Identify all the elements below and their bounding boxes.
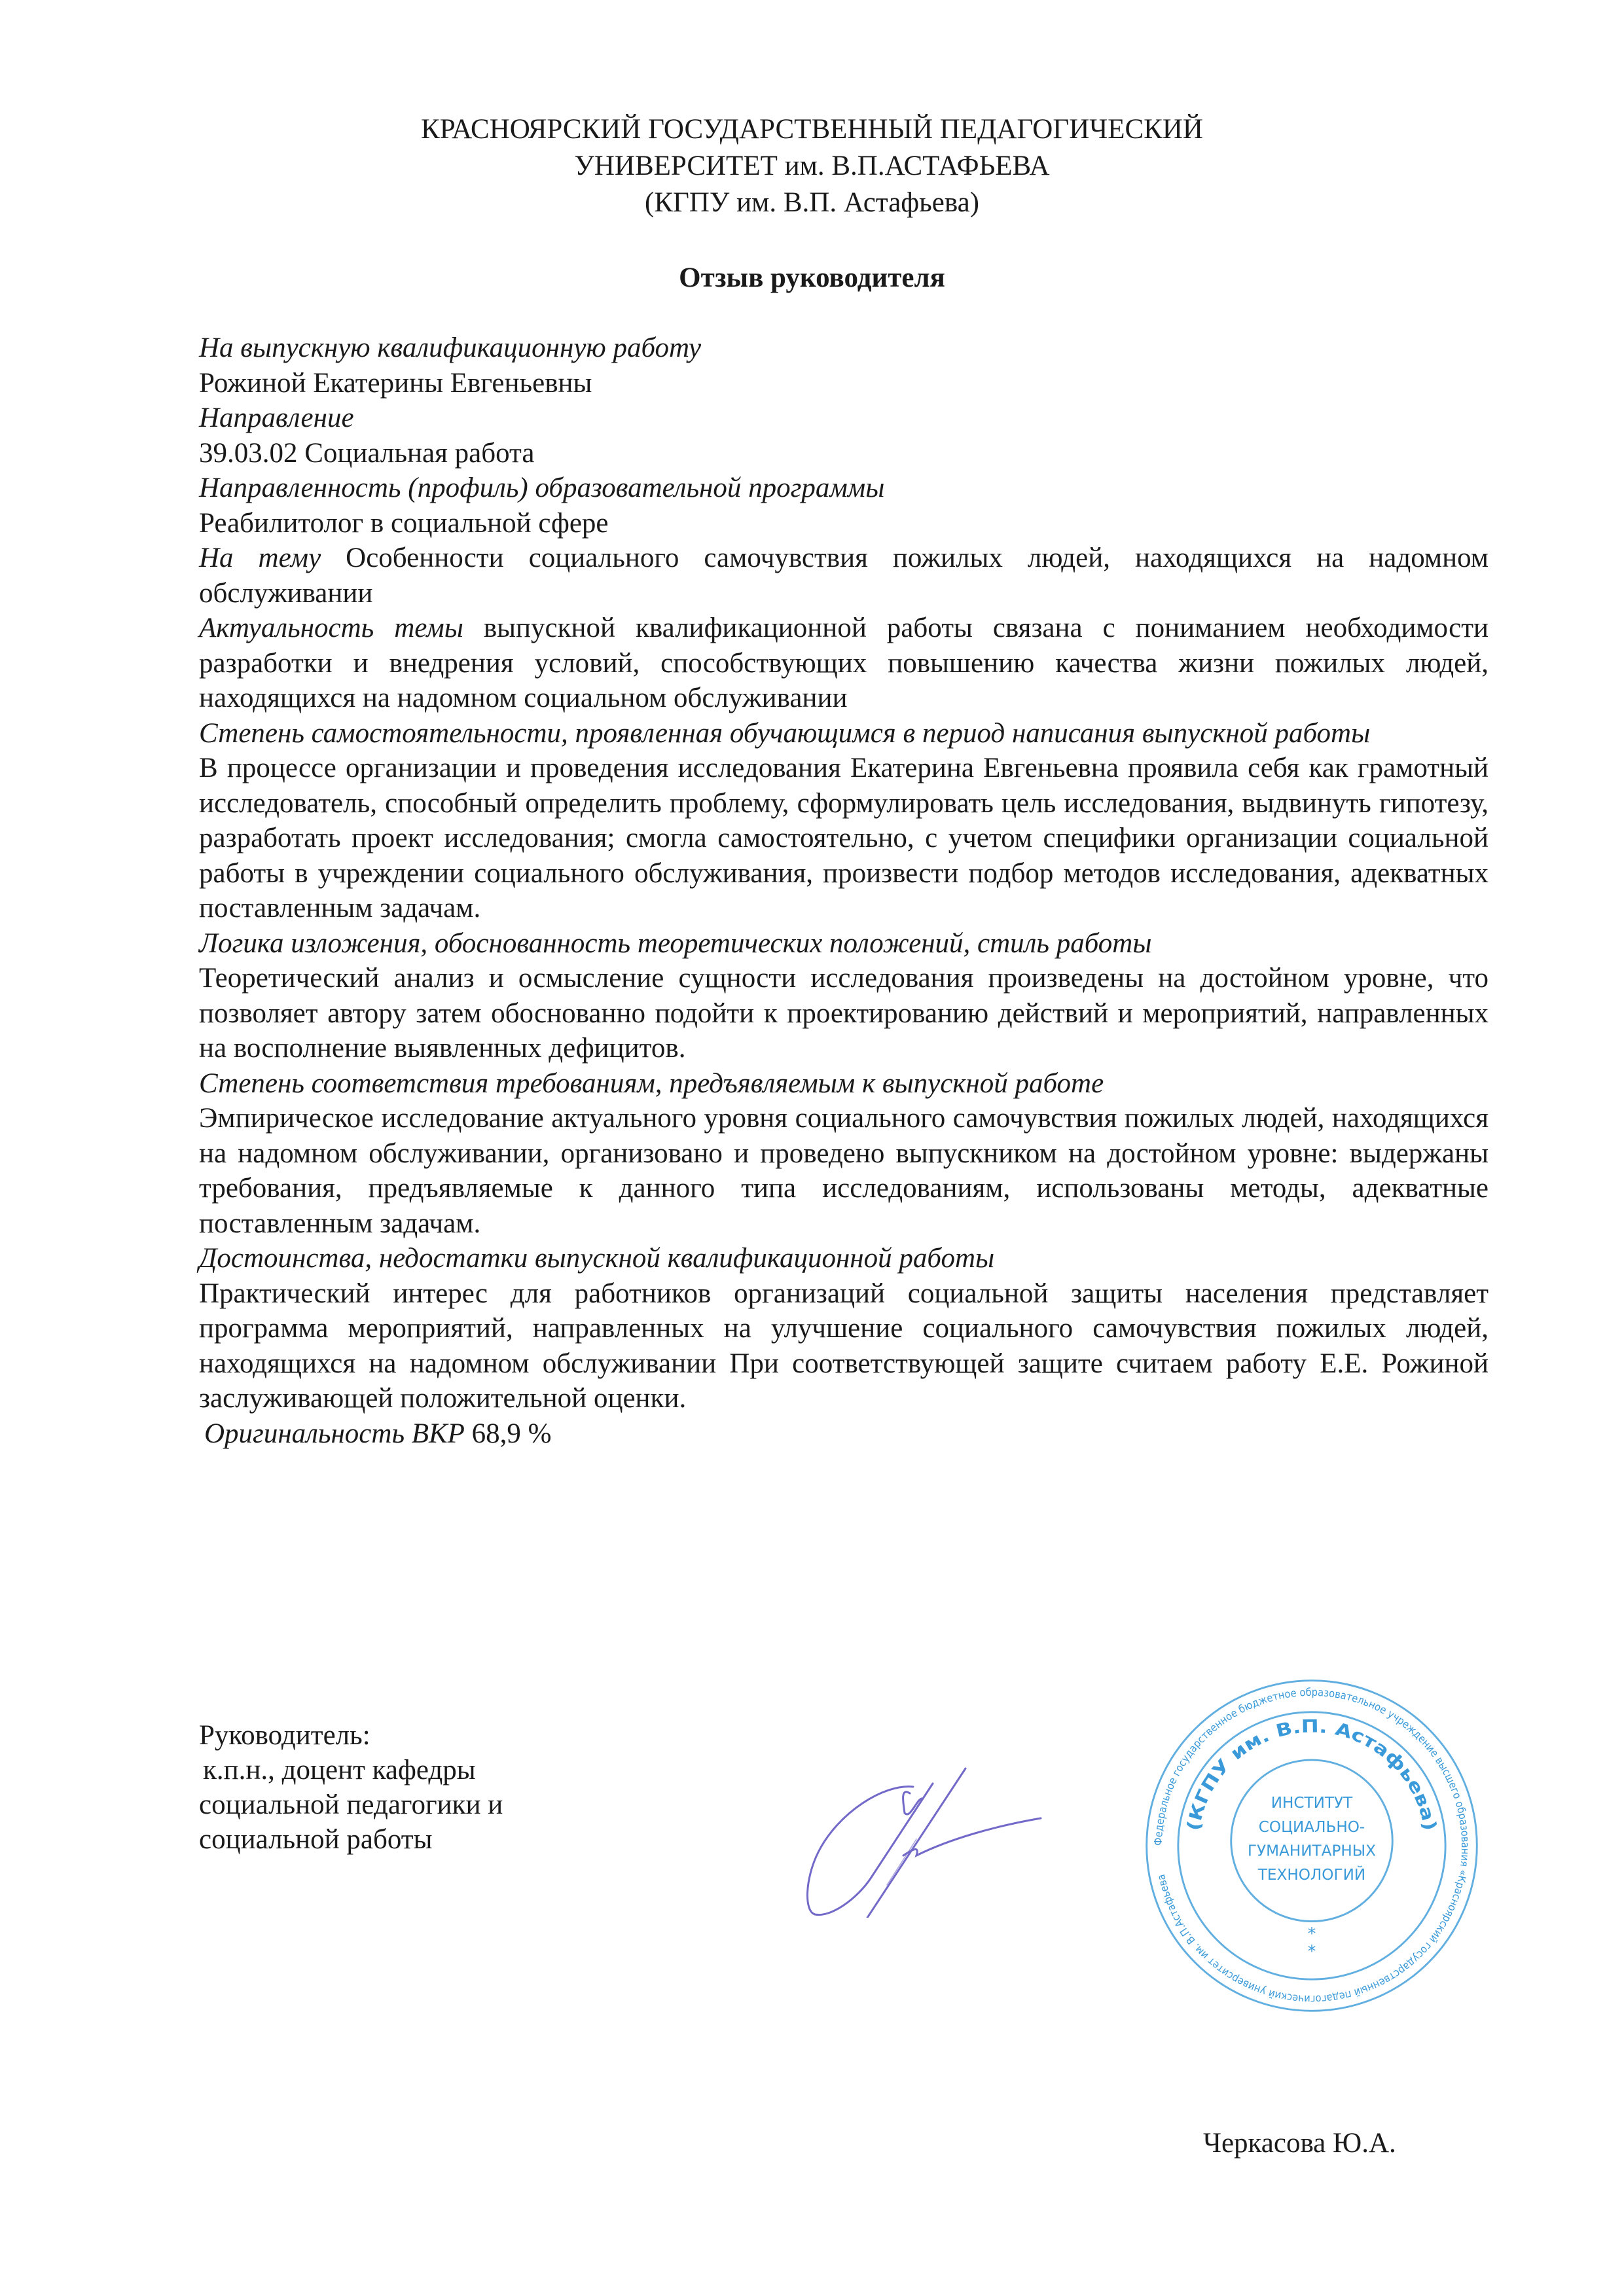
profile-label: Направленность (профиль) образовательной программы — [199, 473, 885, 503]
stamp-center-line2: СОЦИАЛЬНО- — [1258, 1818, 1365, 1836]
stamp-center-line4: ТЕХНОЛОГИЙ — [1257, 1867, 1366, 1884]
compliance-value: Эмпирическое исследование актуального уровня социального самочувствия пожилых людей, находящихся на надомном обслуживании, организовано и проведено выпускником на достойном уровне: выдержаны требования, предъявляемые к данного типа исследованиям, использованы методы, адекватные поставленным задачам. — [199, 1103, 1489, 1239]
university-short-name: (КГПУ им. В.П. Астафьева) — [645, 187, 979, 218]
stamp-center-line1: ИНСТИТУТ — [1271, 1795, 1353, 1812]
student-name: Рожиной Екатерины Евгеньевны — [199, 367, 592, 399]
topic-label: На тему — [199, 543, 321, 573]
supervisor-block — [199, 1718, 503, 1857]
stamp-outer-text: Федеральное государственное бюджетное образовательное учреждение высшего образования «Красноярский государственный педагогический университет им. В.П.Астафьева — [1151, 1685, 1472, 2006]
relevance-section — [199, 611, 1489, 716]
work-label: На выпускную квалификационную работу — [199, 332, 702, 363]
institute-stamp — [1142, 1676, 1482, 2016]
stamp-star-icon: * — [1307, 1924, 1316, 1943]
university-name-line1: КРАСНОЯРСКИЙ ГОСУДАРСТВЕННЫЙ ПЕДАГОГИЧЕСКИЙ — [421, 114, 1203, 145]
profile-value: Реабилитолог в социальной сфере — [199, 507, 609, 539]
handwritten-signature-icon — [753, 1721, 1080, 1918]
stamp-star-icon: * — [1307, 1941, 1316, 1961]
supervisor-position-line2: социальной педагогики и — [199, 1789, 503, 1820]
originality-value: 68,9 % — [471, 1418, 552, 1449]
university-name-line2: УНИВЕРСИТЕТ им. В.П.АСТАФЬЕВА — [574, 151, 1050, 181]
document-header — [0, 111, 1624, 221]
originality-label: Оригинальность ВКР — [204, 1418, 465, 1449]
document-title: Отзыв руководителя — [679, 262, 945, 293]
merits-value: Практический интерес для работников организаций социальной защиты населения представляет программа мероприятий, направленных на улучшение социального самочувствия пожилых людей, находящихся на надомном обслуживании При соответствующей защите считаем работу Е.Е. Рожиной заслуживающей положительной оценки. — [199, 1278, 1489, 1414]
stamp-inner-text: (КГПУ им. В.П. Астафьева) — [1183, 1716, 1440, 1833]
originality-line — [199, 1416, 1489, 1452]
supervisor-name: Черкасова Ю.А. — [1203, 2128, 1396, 2159]
compliance-label: Степень соответствия требованиям, предъявляемым к выпускной работе — [199, 1067, 1104, 1099]
relevance-label: Актуальность темы — [199, 613, 463, 643]
topic-section — [199, 541, 1489, 611]
supervisor-position-line3: социальной работы — [199, 1824, 433, 1855]
supervisor-role: Руководитель: — [199, 1720, 370, 1751]
stamp-center-line3: ГУМАНИТАРНЫХ — [1247, 1842, 1377, 1860]
relevance-value: выпускной квалификационной работы связана с пониманием необходимости разработки и внедрения условий, способствующих повышению качества жизни пожилых людей, находящихся на надомном социальном обслуживании — [199, 613, 1489, 713]
logic-label: Логика изложения, обоснованность теоретических положений, стиль работы — [199, 927, 1152, 959]
independence-value: В процессе организации и проведения исследования Екатерина Евгеньевна проявила себя как грамотный исследователь, способный определить проблему, сформулировать цель исследования, выдвинуть гипотезу, разработать проект исследования; смогла самостоятельно, с учетом специфики организации социальной работы в учреждении социального обслуживания, произвести подбор методов исследования, адекватных поставленным задачам. — [199, 753, 1489, 924]
supervisor-position-line1: к.п.н., доцент кафедры — [203, 1755, 476, 1785]
topic-value: Особенности социального самочувствия пожилых людей, находящихся на надомном обслуживании — [199, 543, 1489, 609]
merits-label: Достоинства, недостатки выпускной квалификационной работы — [199, 1243, 995, 1274]
direction-label: Направление — [199, 403, 354, 433]
logic-value: Теоретический анализ и осмысление сущности исследования произведены на достойном уровне, что позволяет автору затем обоснованно подойти к проектированию действий и мероприятий, направленных на восполнение выявленных дефицитов. — [199, 963, 1489, 1064]
direction-value: 39.03.02 Социальная работа — [199, 437, 535, 469]
document-body — [199, 331, 1489, 1451]
independence-label: Степень самостоятельности, проявленная обучающимся в период написания выпускной работы — [199, 717, 1371, 749]
signature-area — [199, 1676, 1489, 2173]
